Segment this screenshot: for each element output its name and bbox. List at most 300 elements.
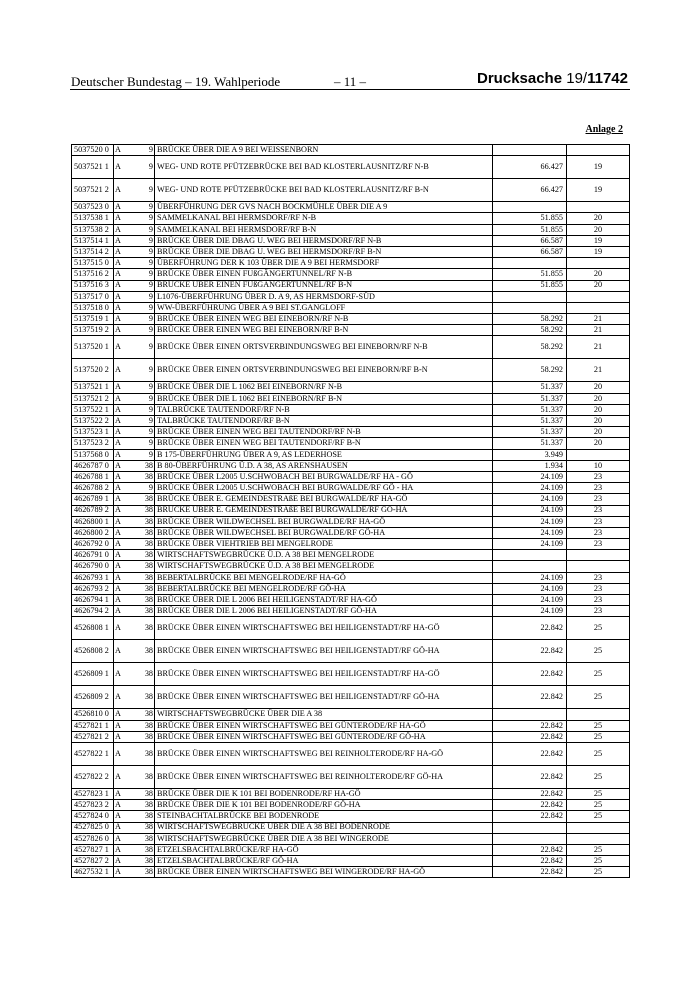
row-id: 5137521 1 bbox=[72, 382, 114, 393]
row-name: BRÜCKE ÜBER EINEN WIRTSCHAFTSWEG BEI GÜNTERODE/RF GÖ-HA bbox=[155, 731, 493, 742]
row-id: 5137514 1 bbox=[72, 235, 114, 246]
row-id: 5137520 2 bbox=[72, 359, 114, 382]
row-road-number: 38 bbox=[131, 788, 155, 799]
row-category: A bbox=[114, 179, 132, 202]
row-category: A bbox=[114, 505, 132, 516]
row-category: A bbox=[114, 516, 132, 527]
row-value: 22.842 bbox=[493, 811, 567, 822]
row-class bbox=[567, 145, 630, 156]
table-row bbox=[72, 686, 630, 709]
row-category: A bbox=[114, 640, 132, 663]
row-class: 25 bbox=[567, 742, 630, 765]
row-category: A bbox=[114, 731, 132, 742]
row-class bbox=[567, 291, 630, 302]
row-id: 5137516 2 bbox=[72, 269, 114, 280]
row-class: 19 bbox=[567, 235, 630, 246]
bridge-table-body bbox=[72, 145, 630, 878]
row-name: BEBERTALBRÜCKE BEI MENGELRODE/RF GÖ-HA bbox=[155, 583, 493, 594]
row-road-number: 9 bbox=[131, 336, 155, 359]
row-class bbox=[567, 709, 630, 720]
row-value bbox=[493, 302, 567, 313]
row-road-number: 38 bbox=[131, 595, 155, 606]
row-value: 24.109 bbox=[493, 494, 567, 505]
row-name: WIRTSCHAFTSWEGBRÜCKE ÜBER DIE A 38 BEI WINGERODE bbox=[155, 833, 493, 844]
row-id: 4626794 1 bbox=[72, 595, 114, 606]
table-row bbox=[72, 595, 630, 606]
row-road-number: 38 bbox=[131, 856, 155, 867]
row-name: BRÜCKE ÜBER DIE DBAG U. WEG BEI HERMSDORF/RF B-N bbox=[155, 246, 493, 257]
row-value: 22.842 bbox=[493, 617, 567, 640]
row-value: 58.292 bbox=[493, 359, 567, 382]
row-class: 25 bbox=[567, 640, 630, 663]
row-class: 25 bbox=[567, 663, 630, 686]
row-value: 24.109 bbox=[493, 583, 567, 594]
table-row bbox=[72, 617, 630, 640]
row-id: 4527822 1 bbox=[72, 742, 114, 765]
row-value: 51.337 bbox=[493, 393, 567, 404]
row-value: 22.842 bbox=[493, 788, 567, 799]
row-id: 4626793 1 bbox=[72, 572, 114, 583]
table-row bbox=[72, 269, 630, 280]
row-class: 19 bbox=[567, 179, 630, 202]
row-road-number: 38 bbox=[131, 663, 155, 686]
row-name: STEINBACHTALBRÜCKE BEI BODENRODE bbox=[155, 811, 493, 822]
row-name: ÜBERFÜHRUNG DER K 103 ÜBER DIE A 9 BEI HERMSDORF bbox=[155, 258, 493, 269]
table-row bbox=[72, 550, 630, 561]
row-value: 3.949 bbox=[493, 449, 567, 460]
row-class: 25 bbox=[567, 731, 630, 742]
row-value: 58.292 bbox=[493, 336, 567, 359]
row-category: A bbox=[114, 800, 132, 811]
row-value: 22.842 bbox=[493, 800, 567, 811]
row-road-number: 9 bbox=[131, 235, 155, 246]
row-road-number: 9 bbox=[131, 291, 155, 302]
row-category: A bbox=[114, 404, 132, 415]
row-id: 4627532 1 bbox=[72, 867, 114, 878]
document-number bbox=[477, 70, 628, 87]
row-name: BRÜCKE ÜBER DIE K 101 BEI BODENRODE/RF GÖ-HA bbox=[155, 800, 493, 811]
row-class: 25 bbox=[567, 686, 630, 709]
table-row bbox=[72, 709, 630, 720]
row-name: BRÜCKE ÜBER EINEN WIRTSCHAFTSWEG BEI HEILIGENSTADT/RF GÖ-HA bbox=[155, 640, 493, 663]
row-name: BRÜCKE ÜBER EINEN FUßGÄNGERTUNNEL/RF N-B bbox=[155, 269, 493, 280]
row-id: 5137522 2 bbox=[72, 416, 114, 427]
row-category: A bbox=[114, 471, 132, 482]
table-row bbox=[72, 527, 630, 538]
row-road-number: 9 bbox=[131, 416, 155, 427]
table-row bbox=[72, 833, 630, 844]
row-class: 25 bbox=[567, 800, 630, 811]
row-class: 19 bbox=[567, 156, 630, 179]
row-id: 5037523 0 bbox=[72, 202, 114, 213]
row-road-number: 38 bbox=[131, 686, 155, 709]
row-class: 20 bbox=[567, 382, 630, 393]
row-value: 58.292 bbox=[493, 325, 567, 336]
row-value: 51.855 bbox=[493, 280, 567, 291]
row-value bbox=[493, 833, 567, 844]
row-category: A bbox=[114, 235, 132, 246]
table-row bbox=[72, 856, 630, 867]
table-row bbox=[72, 483, 630, 494]
row-road-number: 38 bbox=[131, 720, 155, 731]
row-id: 5137538 2 bbox=[72, 224, 114, 235]
row-value: 24.109 bbox=[493, 471, 567, 482]
row-class: 20 bbox=[567, 213, 630, 224]
table-row bbox=[72, 742, 630, 765]
row-road-number: 38 bbox=[131, 617, 155, 640]
row-id: 4626794 2 bbox=[72, 606, 114, 617]
row-class: 23 bbox=[567, 483, 630, 494]
row-class: 21 bbox=[567, 359, 630, 382]
table-row bbox=[72, 516, 630, 527]
row-class: 20 bbox=[567, 416, 630, 427]
row-road-number: 9 bbox=[131, 246, 155, 257]
table-row bbox=[72, 561, 630, 572]
row-id: 5137516 3 bbox=[72, 280, 114, 291]
row-class bbox=[567, 550, 630, 561]
row-id: 4626789 1 bbox=[72, 494, 114, 505]
row-name: BRÜCKE ÜBER EINEN ORTSVERBINDUNGSWEG BEI EINEBORN/RF N-B bbox=[155, 336, 493, 359]
row-value bbox=[493, 550, 567, 561]
row-class: 25 bbox=[567, 811, 630, 822]
row-id: 4527822 2 bbox=[72, 765, 114, 788]
table-row bbox=[72, 246, 630, 257]
row-value bbox=[493, 822, 567, 833]
table-row bbox=[72, 427, 630, 438]
row-name: WW-ÜBERFÜHRUNG ÜBER A 9 BEI ST.GANGLOFF bbox=[155, 302, 493, 313]
row-category: A bbox=[114, 145, 132, 156]
row-id: 5137515 0 bbox=[72, 258, 114, 269]
row-name: BRÜCKE ÜBER WILDWECHSEL BEI BURGWALDE/RF HA-GÖ bbox=[155, 516, 493, 527]
row-name: WEG- UND ROTE PFÜTZEBRÜCKE BEI BAD KLOSTERLAUSNITZ/RF B-N bbox=[155, 179, 493, 202]
table-row bbox=[72, 640, 630, 663]
row-name: BRÜCKE ÜBER EINEN WIRTSCHAFTSWEG BEI HEILIGENSTADT/RF HA-GÖ bbox=[155, 617, 493, 640]
row-value: 22.842 bbox=[493, 742, 567, 765]
row-name: BRÜCKE ÜBER EINEN ORTSVERBINDUNGSWEG BEI EINEBORN/RF B-N bbox=[155, 359, 493, 382]
row-road-number: 9 bbox=[131, 404, 155, 415]
row-category: A bbox=[114, 867, 132, 878]
row-road-number: 38 bbox=[131, 833, 155, 844]
row-value bbox=[493, 145, 567, 156]
row-value bbox=[493, 258, 567, 269]
row-road-number: 9 bbox=[131, 382, 155, 393]
row-category: A bbox=[114, 224, 132, 235]
table-row bbox=[72, 291, 630, 302]
table-row bbox=[72, 449, 630, 460]
row-id: 4626788 2 bbox=[72, 483, 114, 494]
row-category: A bbox=[114, 336, 132, 359]
row-value: 22.842 bbox=[493, 640, 567, 663]
row-value bbox=[493, 561, 567, 572]
row-name: BRÜCKE ÜBER EINEN WIRTSCHAFTSWEG BEI WINGERODE/RF HA-GÖ bbox=[155, 867, 493, 878]
row-category: A bbox=[114, 449, 132, 460]
row-class: 21 bbox=[567, 336, 630, 359]
table-row bbox=[72, 460, 630, 471]
row-value: 24.109 bbox=[493, 595, 567, 606]
row-id: 4526808 2 bbox=[72, 640, 114, 663]
row-road-number: 38 bbox=[131, 561, 155, 572]
row-class bbox=[567, 449, 630, 460]
row-category: A bbox=[114, 539, 132, 550]
row-category: A bbox=[114, 213, 132, 224]
row-road-number: 38 bbox=[131, 800, 155, 811]
row-road-number: 38 bbox=[131, 539, 155, 550]
row-name: SAMMELKANAL BEI HERMSDORF/RF N-B bbox=[155, 213, 493, 224]
row-value: 24.109 bbox=[493, 483, 567, 494]
row-value: 24.109 bbox=[493, 606, 567, 617]
table-row bbox=[72, 505, 630, 516]
row-value: 22.842 bbox=[493, 720, 567, 731]
row-category: A bbox=[114, 742, 132, 765]
row-road-number: 9 bbox=[131, 393, 155, 404]
table-row bbox=[72, 382, 630, 393]
table-row bbox=[72, 788, 630, 799]
table-row bbox=[72, 471, 630, 482]
row-name: TALBRÜCKE TAUTENDORF/RF B-N bbox=[155, 416, 493, 427]
row-road-number: 9 bbox=[131, 427, 155, 438]
row-category: A bbox=[114, 833, 132, 844]
row-category: A bbox=[114, 494, 132, 505]
row-class: 25 bbox=[567, 856, 630, 867]
row-class: 25 bbox=[567, 844, 630, 855]
row-class: 25 bbox=[567, 720, 630, 731]
row-road-number: 38 bbox=[131, 606, 155, 617]
row-id: 5137517 0 bbox=[72, 291, 114, 302]
table-row bbox=[72, 213, 630, 224]
row-category: A bbox=[114, 438, 132, 449]
row-id: 4626792 0 bbox=[72, 539, 114, 550]
row-category: A bbox=[114, 393, 132, 404]
row-value: 22.842 bbox=[493, 844, 567, 855]
row-name: SAMMELKANAL BEI HERMSDORF/RF B-N bbox=[155, 224, 493, 235]
table-row bbox=[72, 583, 630, 594]
row-name: BRÜCKE ÜBER EINEN WEG BEI TAUTENDORF/RF N-B bbox=[155, 427, 493, 438]
table-row bbox=[72, 572, 630, 583]
row-id: 5037521 1 bbox=[72, 156, 114, 179]
row-id: 5137520 1 bbox=[72, 336, 114, 359]
row-class: 25 bbox=[567, 788, 630, 799]
row-road-number: 9 bbox=[131, 156, 155, 179]
row-road-number: 9 bbox=[131, 359, 155, 382]
row-name: BRÜCKE ÜBER DIE L 2006 BEI HEILIGENSTADT/RF GÖ-HA bbox=[155, 606, 493, 617]
row-name: BRÜCKE ÜBER L2005 U.SCHWOBACH BEI BURGWALDE/RF HA - GÖ bbox=[155, 471, 493, 482]
row-road-number: 38 bbox=[131, 765, 155, 788]
row-value: 51.337 bbox=[493, 438, 567, 449]
row-road-number: 9 bbox=[131, 224, 155, 235]
row-id: 4527826 0 bbox=[72, 833, 114, 844]
row-class: 25 bbox=[567, 867, 630, 878]
row-class: 20 bbox=[567, 224, 630, 235]
row-road-number: 38 bbox=[131, 505, 155, 516]
row-category: A bbox=[114, 606, 132, 617]
document-number-prefix: 19/ bbox=[566, 70, 588, 87]
row-id: 4527827 1 bbox=[72, 844, 114, 855]
row-road-number: 9 bbox=[131, 280, 155, 291]
row-class: 23 bbox=[567, 527, 630, 538]
table-row bbox=[72, 720, 630, 731]
row-id: 4626789 2 bbox=[72, 505, 114, 516]
table-row bbox=[72, 280, 630, 291]
row-value: 24.109 bbox=[493, 572, 567, 583]
row-id: 4626800 1 bbox=[72, 516, 114, 527]
row-class bbox=[567, 822, 630, 833]
row-name: BRÜCKE ÜBER DIE DBAG U. WEG BEI HERMSDORF/RF N-B bbox=[155, 235, 493, 246]
row-id: 5137523 1 bbox=[72, 427, 114, 438]
table-row bbox=[72, 393, 630, 404]
row-road-number: 38 bbox=[131, 527, 155, 538]
row-name: L1076-ÜBERFÜHRUNG ÜBER D. A 9, AS HERMSDORF-SÜD bbox=[155, 291, 493, 302]
row-id: 5037521 2 bbox=[72, 179, 114, 202]
row-category: A bbox=[114, 844, 132, 855]
table-row bbox=[72, 494, 630, 505]
document-label: Drucksache bbox=[477, 70, 563, 87]
row-category: A bbox=[114, 822, 132, 833]
row-name: BRÜCKE ÜBER EINEN WIRTSCHAFTSWEG BEI HEILIGENSTADT/RF GÖ-HA bbox=[155, 686, 493, 709]
row-name: BRÜCKE ÜBER EINEN WIRTSCHAFTSWEG BEI REINHOLTERODE/RF GÖ-HA bbox=[155, 765, 493, 788]
table-row bbox=[72, 336, 630, 359]
row-category: A bbox=[114, 359, 132, 382]
row-road-number: 38 bbox=[131, 494, 155, 505]
row-id: 4626787 0 bbox=[72, 460, 114, 471]
table-row bbox=[72, 844, 630, 855]
row-class: 23 bbox=[567, 516, 630, 527]
row-id: 5137518 0 bbox=[72, 302, 114, 313]
row-name: BRÜCKE ÜBER DIE K 101 BEI BODENRODE/RF HA-GÖ bbox=[155, 788, 493, 799]
row-class bbox=[567, 833, 630, 844]
row-name: WEG- UND ROTE PFÜTZEBRÜCKE BEI BAD KLOSTERLAUSNITZ/RF N-B bbox=[155, 156, 493, 179]
row-value: 24.109 bbox=[493, 505, 567, 516]
row-value: 66.587 bbox=[493, 235, 567, 246]
row-category: A bbox=[114, 258, 132, 269]
row-road-number: 38 bbox=[131, 640, 155, 663]
row-id: 4527825 0 bbox=[72, 822, 114, 833]
row-category: A bbox=[114, 156, 132, 179]
row-category: A bbox=[114, 291, 132, 302]
row-road-number: 38 bbox=[131, 460, 155, 471]
row-value: 22.842 bbox=[493, 856, 567, 867]
row-name: B 175-ÜBERFÜHRUNG ÜBER A 9, AS LEDERHOSE bbox=[155, 449, 493, 460]
row-category: A bbox=[114, 483, 132, 494]
row-value: 66.427 bbox=[493, 156, 567, 179]
row-road-number: 38 bbox=[131, 742, 155, 765]
row-category: A bbox=[114, 709, 132, 720]
row-class: 21 bbox=[567, 314, 630, 325]
row-road-number: 38 bbox=[131, 709, 155, 720]
row-value: 22.842 bbox=[493, 867, 567, 878]
row-value: 1.934 bbox=[493, 460, 567, 471]
row-value: 22.842 bbox=[493, 765, 567, 788]
row-road-number: 38 bbox=[131, 516, 155, 527]
row-id: 5137523 2 bbox=[72, 438, 114, 449]
row-value: 51.337 bbox=[493, 404, 567, 415]
row-class: 20 bbox=[567, 438, 630, 449]
row-road-number: 38 bbox=[131, 731, 155, 742]
row-category: A bbox=[114, 280, 132, 291]
row-road-number: 9 bbox=[131, 325, 155, 336]
row-value: 24.109 bbox=[493, 539, 567, 550]
row-value: 51.337 bbox=[493, 382, 567, 393]
row-value: 58.292 bbox=[493, 314, 567, 325]
row-class: 25 bbox=[567, 765, 630, 788]
row-class: 23 bbox=[567, 606, 630, 617]
row-name: BRÜCKE ÜBER EINEN WIRTSCHAFTSWEG BEI REINHOLTERODE/RF HA-GÖ bbox=[155, 742, 493, 765]
row-id: 4626790 0 bbox=[72, 561, 114, 572]
row-class: 19 bbox=[567, 246, 630, 257]
table-row bbox=[72, 811, 630, 822]
row-name: BRÜCKE ÜBER DIE L 1062 BEI EINEBORN/RF B-N bbox=[155, 393, 493, 404]
row-category: A bbox=[114, 583, 132, 594]
row-class: 23 bbox=[567, 471, 630, 482]
row-name: ÜBERFÜHRUNG DER GVS NACH BOCKMÜHLE ÜBER DIE A 9 bbox=[155, 202, 493, 213]
row-category: A bbox=[114, 550, 132, 561]
row-id: 4526810 0 bbox=[72, 709, 114, 720]
row-road-number: 38 bbox=[131, 822, 155, 833]
row-class: 23 bbox=[567, 494, 630, 505]
row-name: TALBRÜCKE TAUTENDORF/RF N-B bbox=[155, 404, 493, 415]
row-road-number: 9 bbox=[131, 213, 155, 224]
row-value bbox=[493, 709, 567, 720]
row-class: 23 bbox=[567, 595, 630, 606]
row-class: 21 bbox=[567, 325, 630, 336]
row-value: 51.855 bbox=[493, 224, 567, 235]
row-id: 5137519 1 bbox=[72, 314, 114, 325]
table-row bbox=[72, 867, 630, 878]
row-category: A bbox=[114, 720, 132, 731]
row-value: 22.842 bbox=[493, 731, 567, 742]
row-id: 4626793 2 bbox=[72, 583, 114, 594]
row-category: A bbox=[114, 382, 132, 393]
row-name: BRÜCKE ÜBER VIEHTRIEB BEI MENGELRODE bbox=[155, 539, 493, 550]
header-rule bbox=[70, 89, 630, 90]
row-class: 20 bbox=[567, 404, 630, 415]
table-row bbox=[72, 438, 630, 449]
row-category: A bbox=[114, 686, 132, 709]
row-name: ETZELSBACHTALBRÜCKE/RF GÖ-HA bbox=[155, 856, 493, 867]
row-category: A bbox=[114, 617, 132, 640]
row-id: 4527823 1 bbox=[72, 788, 114, 799]
row-id: 4527823 2 bbox=[72, 800, 114, 811]
row-road-number: 9 bbox=[131, 483, 155, 494]
page-number: – 11 – bbox=[334, 74, 367, 89]
row-id: 5137568 0 bbox=[72, 449, 114, 460]
row-category: A bbox=[114, 788, 132, 799]
row-id: 4527821 2 bbox=[72, 731, 114, 742]
row-class: 20 bbox=[567, 269, 630, 280]
row-class: 23 bbox=[567, 539, 630, 550]
document-number-main: 11742 bbox=[587, 70, 628, 87]
row-value: 22.842 bbox=[493, 663, 567, 686]
row-value: 24.109 bbox=[493, 516, 567, 527]
row-class: 25 bbox=[567, 617, 630, 640]
row-class: 20 bbox=[567, 393, 630, 404]
table-row bbox=[72, 145, 630, 156]
row-name: BRÜCKE ÜBER E. GEMEINDESTRAßE BEI BURGWALDE/RF HA-GÖ bbox=[155, 494, 493, 505]
header-title: Deutscher Bundestag – 19. Wahlperiode bbox=[71, 74, 281, 89]
row-road-number: 9 bbox=[131, 438, 155, 449]
row-category: A bbox=[114, 202, 132, 213]
row-name: B 80-ÜBERFÜHRUNG Ü.D. A 38, AS ARENSHAUSEN bbox=[155, 460, 493, 471]
row-class: 23 bbox=[567, 572, 630, 583]
row-class bbox=[567, 302, 630, 313]
row-road-number: 9 bbox=[131, 314, 155, 325]
row-category: A bbox=[114, 811, 132, 822]
row-name: BRÜCKE ÜBER EINEN WEG BEI EINEBORN/RF N-B bbox=[155, 314, 493, 325]
table-row bbox=[72, 302, 630, 313]
table-row bbox=[72, 606, 630, 617]
row-id: 4527827 2 bbox=[72, 856, 114, 867]
row-class: 23 bbox=[567, 505, 630, 516]
row-category: A bbox=[114, 572, 132, 583]
